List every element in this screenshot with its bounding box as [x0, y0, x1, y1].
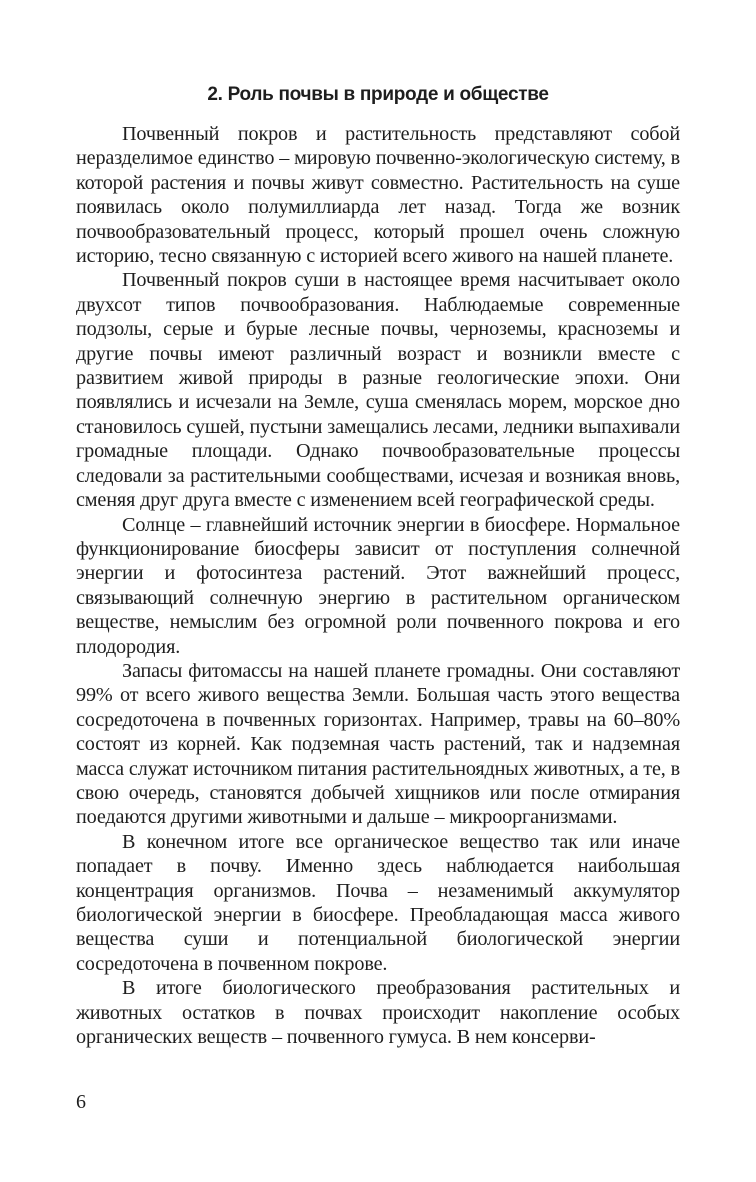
paragraph: Солнце – главнейший источник энергии в биосфере. Нормальное функционирование биосферы зависит от поступления солнечной энергии и фотосинтеза растений. Этот важнейший процесс, связывающий солнечную энергию в растительном органическом веществе, немыслим без огромной роли почвенного покрова и его плодородия. [76, 513, 680, 658]
paragraph: Почвенный покров и растительность представляют собой неразделимое единство – мировую почвенно-экологическую систему, в которой растения и почвы живут совместно. Растительность на суше появилась около полумиллиарда лет назад. Тогда же возник почвообразовательный процесс, который прошел очень сложную историю, тесно связанную с историей всего живого на нашей планете. [76, 123, 680, 268]
paragraph: В конечном итоге все органическое вещество так или иначе попадает в почву. Именно здесь наблюдается наибольшая концентрация организмов. Почва – незаменимый аккумулятор биологической энергии в биосфере. Преобладающая масса живого вещества суши и потенциальной биологической энергии сосредоточена в почвенном покрове. [76, 830, 680, 975]
paragraph: В итоге биологического преобразования растительных и животных остатков в почвах происходит накопление особых органических веществ – почвенного гумуса. В нем консерви- [76, 977, 680, 1049]
page-number: 6 [76, 1091, 86, 1113]
paragraph: Почвенный покров суши в настоящее время насчитывает около двухсот типов почвообразования. Наблюдаемые современные подзолы, серые и бурые лесные почвы, черноземы, красноземы и другие почвы имеют различный возраст и возникли вместе с развитием живой природы в разные геологические эпохи. Они появлялись и исчезали на Земле, суша сменялась морем, морское дно становилось сушей, пустыни замещались лесами, ледники выпахивали громадные площади. Однако почвообразовательные процессы следовали за растительными сообществами, исчезая и возникая вновь, сменяя друг друга вместе с изменением всей географической среды. [76, 269, 680, 512]
section-heading: 2. Роль почвы в природе и обществе [207, 84, 549, 105]
paragraph: Запасы фитомассы на нашей планете громадны. Они составляют 99% от всего живого вещества Земли. Большая часть этого вещества сосредоточена в почвенных горизонтах. Например, травы на 60–80% состоят из корней. Как подземная часть растений, так и надземная масса служат источником питания растительноядных животных, а те, в свою очередь, становятся добычей хищников или после отмирания поедаются другими животными и дальше – микроорганизмами. [76, 659, 680, 829]
body-text [76, 122, 680, 1049]
